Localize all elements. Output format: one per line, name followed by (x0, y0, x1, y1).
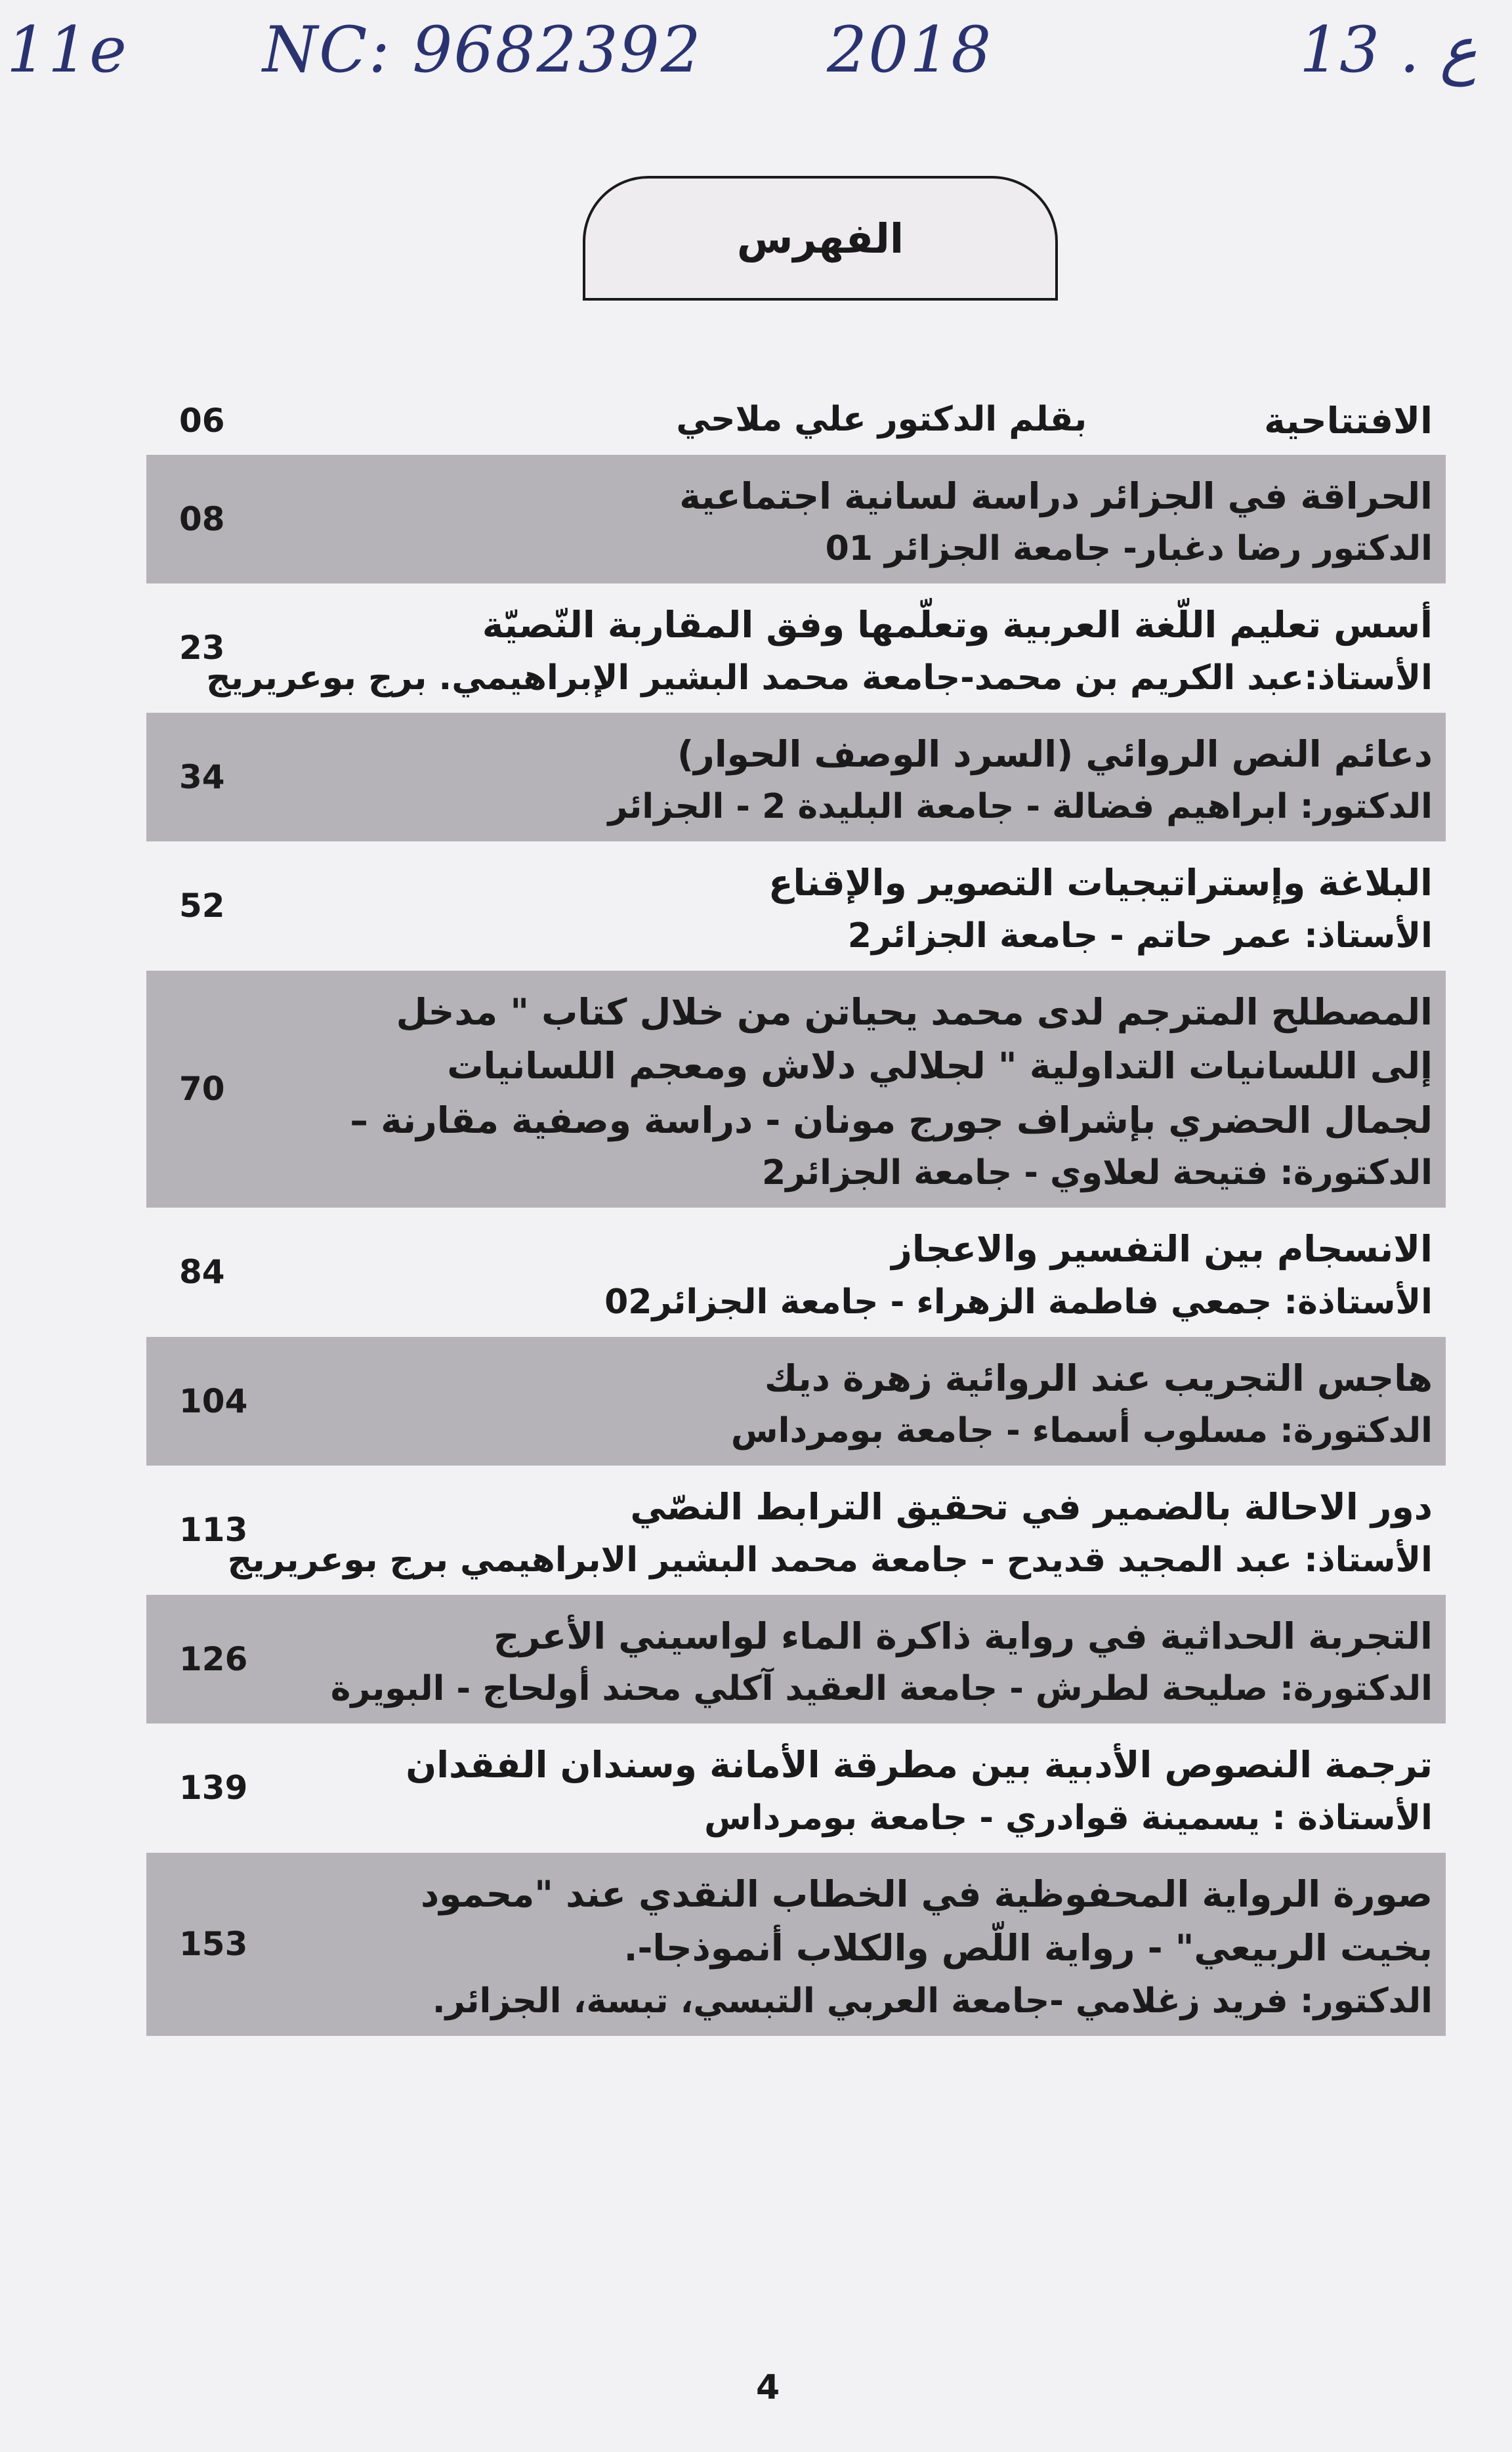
page-number: 06 (179, 402, 225, 440)
entry-author: بقلم الدكتور علي ملاحي (676, 400, 1087, 439)
page-number: 70 (179, 1070, 225, 1109)
entry-author: الدكتورة: صليحة لطرش - جامعة العقيد آكلي محند أولحاج - البويرة (330, 1669, 1433, 1708)
entry-title: المصطلح المترجم لدى محمد يحياتن من خلال كتاب " مدخل إلى اللسانيات التداولية " لجلالي دلاش ومعجم اللسانيات لجمال الحضري بإشراف جورج مونان - دراسة وصفية مقارنة – (350, 990, 1433, 1141)
entry-author: الأستاذ: عمر حاتم - جامعة الجزائر2 (847, 916, 1433, 956)
handwritten-note-3: 2018 (827, 13, 993, 87)
toc-entry (146, 1723, 1446, 1853)
page-number: 113 (179, 1511, 248, 1550)
entry-author: الأستاذة : يسمينة قوادري - جامعة بومرداس (704, 1798, 1433, 1838)
page-number: 104 (179, 1382, 248, 1420)
toc-entry (146, 1466, 1446, 1595)
handwritten-note-2: NC: 9682392 (262, 13, 702, 87)
entry-title: الانسجام بين التفسير والاعجاز (891, 1228, 1433, 1270)
entry-title: الحراقة في الجزائر دراسة لسانية اجتماعية (679, 475, 1433, 517)
toc-entry (146, 841, 1446, 971)
page-number: 23 (179, 629, 225, 667)
toc-entry (146, 387, 1446, 455)
handwritten-note-4: 13 . ع (1299, 13, 1477, 87)
page-number: 126 (179, 1639, 248, 1678)
page-number: 52 (179, 887, 225, 925)
entry-title: أسس تعليم اللّغة العربية وتعلّمها وفق المقاربة النّصيّة (482, 604, 1433, 646)
entry-title: البلاغة وإستراتيجيات التصوير والإقناع (768, 862, 1433, 904)
entry-author: الدكتورة: مسلوب أسماء - جامعة بومرداس (730, 1411, 1433, 1450)
toc-entry (146, 713, 1446, 842)
page-number: 153 (179, 1925, 248, 1963)
toc-entry (146, 455, 1446, 584)
entry-title: ترجمة النصوص الأدبية بين مطرقة الأمانة وسندان الفقدان (406, 1744, 1433, 1786)
page-title: الفهرس (583, 176, 1058, 301)
toc-entry (146, 1208, 1446, 1337)
toc-entry (146, 971, 1446, 1208)
table-of-contents (146, 387, 1446, 2036)
entry-title: دعائم النص الروائي (السرد الوصف الحوار) (677, 732, 1433, 775)
entry-author: الدكتور: فريد زغلامي -جامعة العربي التبسي، تبسة، الجزائر. (432, 1981, 1433, 2021)
entry-author: الدكتور رضا دغبار- جامعة الجزائر 01 (825, 529, 1433, 568)
toc-line (330, 394, 1433, 448)
page-number: 139 (179, 1769, 248, 1807)
entry-author: الأستاذ:عبد الكريم بن محمد-جامعة محمد البشير الإبراهيمي. برج بوعريريج (206, 658, 1433, 698)
entry-title: دور الاحالة بالضمير في تحقيق الترابط النصّي (630, 1486, 1433, 1528)
page-number: 84 (179, 1253, 225, 1292)
page-number: 34 (179, 757, 225, 796)
entry-author: الأستاذة: جمعي فاطمة الزهراء - جامعة الجزائر02 (604, 1282, 1433, 1322)
page-number: 08 (179, 499, 225, 538)
handwritten-note-1: 11e (7, 13, 128, 87)
entry-author: الدكتورة: فتيحة لعلاوي - جامعة الجزائر2 (762, 1153, 1433, 1193)
entry-author: الدكتور: ابراهيم فضالة - جامعة البليدة 2 - الجزائر (608, 787, 1433, 826)
entry-title: التجربة الحداثية في رواية ذاكرة الماء لواسيني الأعرج (493, 1615, 1433, 1657)
entry-title: الافتتاحية (1264, 400, 1433, 442)
toc-entry (146, 1853, 1446, 2036)
entry-title: صورة الرواية المحفوظية في الخطاب النقدي عند "محمود بخيت الربيعي" - رواية اللّص والكلاب أنموذجا-. (421, 1872, 1433, 1969)
entry-title: هاجس التجريب عند الروائية زهرة ديك (764, 1357, 1433, 1399)
entry-author: الأستاذ: عبد المجيد قديدح - جامعة محمد البشير الابراهيمي برج بوعريريج (227, 1540, 1433, 1580)
page-footer-number: 4 (756, 2368, 780, 2407)
toc-entry (146, 583, 1446, 713)
toc-entry (146, 1595, 1446, 1724)
toc-entry (146, 1337, 1446, 1466)
